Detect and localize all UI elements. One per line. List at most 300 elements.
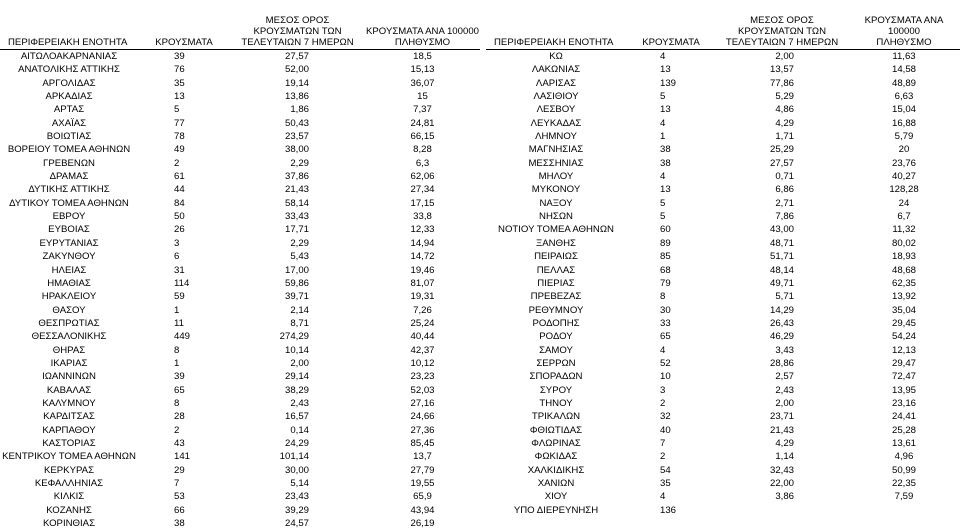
rate-per-100k-cell: 35,04 — [848, 304, 960, 317]
rate-per-100k-cell: 6,7 — [848, 210, 960, 223]
table-row — [0, 290, 480, 303]
table-row — [486, 130, 960, 143]
table-row — [486, 397, 960, 410]
table-row — [486, 197, 960, 210]
table-row — [0, 210, 480, 223]
region-name-cell: ΣΠΟΡΑΔΩΝ — [486, 370, 626, 383]
cases-cell: 76 — [138, 63, 230, 76]
rate-per-100k-cell: 14,72 — [365, 250, 480, 263]
table-row — [0, 63, 480, 76]
cases-cell: 43 — [138, 437, 230, 450]
avg-7day-cell: 2,57 — [716, 370, 848, 383]
avg-7day-cell: 58,14 — [230, 197, 365, 210]
rate-per-100k-cell: 48,68 — [848, 264, 960, 277]
cases-cell: 38 — [626, 157, 716, 170]
table-row — [486, 210, 960, 223]
rate-per-100k-cell: 27,34 — [365, 183, 480, 196]
table-row — [486, 143, 960, 156]
avg-7day-cell: 8,71 — [230, 317, 365, 330]
avg-7day-cell: 23,71 — [716, 410, 848, 423]
rate-per-100k-cell: 11,63 — [848, 50, 960, 64]
rate-per-100k-cell: 7,37 — [365, 103, 480, 116]
table-row — [486, 223, 960, 236]
region-name-cell: ΚΙΛΚΙΣ — [0, 490, 138, 503]
table-row — [486, 250, 960, 263]
header-cases-per-100k — [365, 0, 480, 50]
region-name-cell: ΔΥΤΙΚΗΣ ΑΤΤΙΚΗΣ — [0, 183, 138, 196]
table-row — [0, 370, 480, 383]
region-name-cell: ΖΑΚΥΝΘΟΥ — [0, 250, 138, 263]
rate-per-100k-cell: 19,31 — [365, 290, 480, 303]
rate-per-100k-cell: 12,33 — [365, 223, 480, 236]
avg-7day-cell: 22,00 — [716, 477, 848, 490]
cases-cell: 60 — [626, 223, 716, 236]
avg-7day-cell: 10,14 — [230, 344, 365, 357]
region-name-cell: ΙΚΑΡΙΑΣ — [0, 357, 138, 370]
region-name-cell: ΦΘΙΩΤΙΔΑΣ — [486, 424, 626, 437]
table-row — [0, 304, 480, 317]
cases-cell: 44 — [138, 183, 230, 196]
table-row — [486, 77, 960, 90]
avg-7day-cell: 7,86 — [716, 210, 848, 223]
avg-7day-cell: 2,29 — [230, 157, 365, 170]
cases-cell: 61 — [138, 170, 230, 183]
avg-7day-cell: 23,43 — [230, 490, 365, 503]
table-row — [0, 157, 480, 170]
cases-cell: 449 — [138, 330, 230, 343]
region-name-cell: ΚΑΣΤΟΡΙΑΣ — [0, 437, 138, 450]
table-header-row — [0, 0, 480, 50]
avg-7day-cell: 3,86 — [716, 490, 848, 503]
table-row — [0, 250, 480, 263]
table-row — [0, 317, 480, 330]
rate-per-100k-cell: 72,47 — [848, 370, 960, 383]
table-row — [0, 437, 480, 450]
cases-cell: 31 — [138, 264, 230, 277]
table-row — [0, 77, 480, 90]
table-row — [486, 370, 960, 383]
rate-per-100k-cell: 62,35 — [848, 277, 960, 290]
region-name-cell: ΛΑΡΙΣΑΣ — [486, 77, 626, 90]
table-row — [486, 237, 960, 250]
region-name-cell: ΑΝΑΤΟΛΙΚΗΣ ΑΤΤΙΚΗΣ — [0, 63, 138, 76]
cases-cell: 141 — [138, 450, 230, 463]
rate-per-100k-cell: 52,03 — [365, 384, 480, 397]
avg-7day-cell: 2,14 — [230, 304, 365, 317]
rate-per-100k-cell: 29,45 — [848, 317, 960, 330]
avg-7day-cell: 17,00 — [230, 264, 365, 277]
rate-per-100k-cell: 23,16 — [848, 397, 960, 410]
rate-per-100k-cell: 23,23 — [365, 370, 480, 383]
table-body-right — [486, 50, 960, 518]
cases-cell: 2 — [626, 397, 716, 410]
header-rate-line-2: ΠΛΗΘΥΣΜΟ — [848, 37, 960, 48]
rate-per-100k-cell: 11,32 — [848, 223, 960, 236]
avg-7day-cell: 24,57 — [230, 517, 365, 530]
cases-cell: 13 — [138, 90, 230, 103]
cases-cell: 4 — [626, 344, 716, 357]
table-row — [0, 277, 480, 290]
region-name-cell: ΚΑΡΠΑΘΟΥ — [0, 424, 138, 437]
avg-7day-cell: 39,71 — [230, 290, 365, 303]
avg-7day-cell: 48,14 — [716, 264, 848, 277]
rate-per-100k-cell: 6,3 — [365, 157, 480, 170]
avg-7day-cell: 25,29 — [716, 143, 848, 156]
region-name-cell: ΝΑΞΟΥ — [486, 197, 626, 210]
table-row — [486, 103, 960, 116]
table-row — [0, 477, 480, 490]
rate-per-100k-cell: 10,12 — [365, 357, 480, 370]
cases-cell: 139 — [626, 77, 716, 90]
rate-per-100k-cell: 13,92 — [848, 290, 960, 303]
avg-7day-cell: 5,71 — [716, 290, 848, 303]
table-row — [486, 410, 960, 423]
rate-per-100k-cell: 18,93 — [848, 250, 960, 263]
rate-per-100k-cell: 18,5 — [365, 50, 480, 64]
region-name-cell: ΓΡΕΒΕΝΩΝ — [0, 157, 138, 170]
region-name-cell: ΚΟΡΙΝΘΙΑΣ — [0, 517, 138, 530]
rate-per-100k-cell: 27,16 — [365, 397, 480, 410]
avg-7day-cell: 24,29 — [230, 437, 365, 450]
region-name-cell: ΕΒΡΟΥ — [0, 210, 138, 223]
cases-cell: 2 — [138, 157, 230, 170]
header-cases-per-100k — [848, 0, 960, 50]
region-name-cell: ΚΑΡΔΙΤΣΑΣ — [0, 410, 138, 423]
region-name-cell: ΘΕΣΣΑΛΟΝΙΚΗΣ — [0, 330, 138, 343]
region-name-cell: ΑΧΑΪΑΣ — [0, 117, 138, 130]
region-name-cell: ΜΑΓΝΗΣΙΑΣ — [486, 143, 626, 156]
region-name-cell: ΡΟΔΟΥ — [486, 330, 626, 343]
rate-per-100k-cell: 7,26 — [365, 304, 480, 317]
header-avg-line-2: ΚΡΟΥΣΜΑΤΩΝ ΤΩΝ — [716, 26, 848, 37]
region-name-cell: ΛΑΚΩΝΙΑΣ — [486, 63, 626, 76]
cases-cell: 59 — [138, 290, 230, 303]
cases-cell: 33 — [626, 317, 716, 330]
avg-7day-cell: 1,14 — [716, 450, 848, 463]
table-row — [0, 117, 480, 130]
avg-7day-cell: 0,71 — [716, 170, 848, 183]
rate-per-100k-cell: 4,96 — [848, 450, 960, 463]
rate-per-100k-cell: 42,37 — [365, 344, 480, 357]
rate-per-100k-cell: 13,95 — [848, 384, 960, 397]
cases-table-right — [486, 0, 960, 517]
avg-7day-cell: 5,43 — [230, 250, 365, 263]
region-name-cell: ΔΥΤΙΚΟΥ ΤΟΜΕΑ ΑΘΗΝΩΝ — [0, 197, 138, 210]
rate-per-100k-cell: 14,94 — [365, 237, 480, 250]
cases-cell: 13 — [626, 103, 716, 116]
cases-cell: 32 — [626, 410, 716, 423]
rate-per-100k-cell: 14,58 — [848, 63, 960, 76]
cases-cell: 85 — [626, 250, 716, 263]
rate-per-100k-cell: 24,66 — [365, 410, 480, 423]
cases-cell: 5 — [626, 90, 716, 103]
cases-cell: 1 — [138, 357, 230, 370]
header-avg-line-2: ΚΡΟΥΣΜΑΤΩΝ ΤΩΝ — [230, 26, 365, 37]
cases-cell: 13 — [626, 183, 716, 196]
rate-per-100k-cell: 24 — [848, 197, 960, 210]
cases-cell: 68 — [626, 264, 716, 277]
avg-7day-cell: 2,00 — [230, 357, 365, 370]
cases-cell: 53 — [138, 490, 230, 503]
cases-cell: 40 — [626, 424, 716, 437]
region-name-cell: ΘΑΣΟΥ — [0, 304, 138, 317]
table-row — [486, 90, 960, 103]
region-name-cell: ΧΙΟΥ — [486, 490, 626, 503]
rate-per-100k-cell: 40,44 — [365, 330, 480, 343]
region-name-cell: ΛΑΣΙΘΙΟΥ — [486, 90, 626, 103]
region-name-cell: ΛΗΜΝΟΥ — [486, 130, 626, 143]
region-name-cell: ΜΕΣΣΗΝΙΑΣ — [486, 157, 626, 170]
avg-7day-cell: 2,43 — [230, 397, 365, 410]
header-rate-line-2: ΠΛΗΘΥΣΜΟ — [365, 37, 480, 48]
cases-cell: 84 — [138, 197, 230, 210]
table-row — [0, 330, 480, 343]
avg-7day-cell: 1,71 — [716, 130, 848, 143]
region-name-cell: ΣΑΜΟΥ — [486, 344, 626, 357]
rate-per-100k-cell: 85,45 — [365, 437, 480, 450]
cases-cell: 136 — [626, 504, 716, 517]
cases-cell: 28 — [138, 410, 230, 423]
table-row — [0, 170, 480, 183]
rate-per-100k-cell: 80,02 — [848, 237, 960, 250]
rate-per-100k-cell: 6,63 — [848, 90, 960, 103]
rate-per-100k-cell — [848, 504, 960, 517]
region-name-cell: ΛΕΣΒΟΥ — [486, 103, 626, 116]
region-name-cell: ΠΕΛΛΑΣ — [486, 264, 626, 277]
rate-per-100k-cell: 43,94 — [365, 504, 480, 517]
region-name-cell: ΚΑΒΑΛΑΣ — [0, 384, 138, 397]
avg-7day-cell: 19,14 — [230, 77, 365, 90]
cases-cell: 5 — [626, 210, 716, 223]
rate-per-100k-cell: 33,8 — [365, 210, 480, 223]
table-row — [0, 410, 480, 423]
avg-7day-cell: 13,57 — [716, 63, 848, 76]
rate-per-100k-cell: 13,61 — [848, 437, 960, 450]
rate-per-100k-cell: 12,13 — [848, 344, 960, 357]
table-row — [0, 197, 480, 210]
region-name-cell: ΠΡΕΒΕΖΑΣ — [486, 290, 626, 303]
table-row — [486, 290, 960, 303]
cases-cell: 2 — [138, 424, 230, 437]
region-name-cell: ΣΕΡΡΩΝ — [486, 357, 626, 370]
region-name-cell: ΗΜΑΘΙΑΣ — [0, 277, 138, 290]
cases-cell: 6 — [138, 250, 230, 263]
table-row — [486, 183, 960, 196]
table-row — [486, 490, 960, 503]
cases-cell: 7 — [626, 437, 716, 450]
region-name-cell: ΚΕΦΑΛΛΗΝΙΑΣ — [0, 477, 138, 490]
rate-per-100k-cell: 25,24 — [365, 317, 480, 330]
header-avg-line-1: ΜΕΣΟΣ ΟΡΟΣ — [230, 15, 365, 26]
header-avg-line-3: ΤΕΛΕΥΤΑΙΩΝ 7 ΗΜΕΡΩΝ — [230, 37, 365, 48]
cases-cell: 4 — [626, 50, 716, 64]
region-name-cell: ΒΟΙΩΤΙΑΣ — [0, 130, 138, 143]
avg-7day-cell: 51,71 — [716, 250, 848, 263]
avg-7day-cell: 21,43 — [716, 424, 848, 437]
rate-per-100k-cell: 27,36 — [365, 424, 480, 437]
region-name-cell: ΙΩΑΝΝΙΝΩΝ — [0, 370, 138, 383]
avg-7day-cell: 23,57 — [230, 130, 365, 143]
cases-cell: 5 — [626, 197, 716, 210]
avg-7day-cell: 5,14 — [230, 477, 365, 490]
rate-per-100k-cell: 15,04 — [848, 103, 960, 116]
avg-7day-cell: 4,29 — [716, 117, 848, 130]
avg-7day-cell: 26,43 — [716, 317, 848, 330]
cases-cell: 114 — [138, 277, 230, 290]
cases-cell: 8 — [138, 344, 230, 357]
region-name-cell: ΜΥΚΟΝΟΥ — [486, 183, 626, 196]
cases-cell: 1 — [138, 304, 230, 317]
cases-cell: 78 — [138, 130, 230, 143]
avg-7day-cell: 17,71 — [230, 223, 365, 236]
table-row — [0, 397, 480, 410]
table-row — [0, 143, 480, 156]
header-rate-line-1: ΚΡΟΥΣΜΑΤΑ ΑΝΑ 100000 — [848, 15, 960, 37]
cases-cell: 35 — [626, 477, 716, 490]
cases-cell: 4 — [626, 117, 716, 130]
region-name-cell: ΚΩ — [486, 50, 626, 64]
rate-per-100k-cell: 48,89 — [848, 77, 960, 90]
rate-per-100k-cell: 23,76 — [848, 157, 960, 170]
cases-cell: 39 — [138, 50, 230, 64]
cases-cell: 54 — [626, 464, 716, 477]
avg-7day-cell: 274,29 — [230, 330, 365, 343]
region-name-cell: ΕΥΡΥΤΑΝΙΑΣ — [0, 237, 138, 250]
cases-cell: 3 — [138, 237, 230, 250]
rate-per-100k-cell: 24,81 — [365, 117, 480, 130]
table-row — [486, 277, 960, 290]
cases-cell: 5 — [138, 103, 230, 116]
region-name-cell: ΦΛΩΡΙΝΑΣ — [486, 437, 626, 450]
table-row — [486, 264, 960, 277]
rate-per-100k-cell: 62,06 — [365, 170, 480, 183]
cases-cell: 8 — [626, 290, 716, 303]
region-name-cell: ΜΗΛΟΥ — [486, 170, 626, 183]
table-row — [0, 90, 480, 103]
table-row — [486, 317, 960, 330]
header-cases: ΚΡΟΥΣΜΑΤΑ — [626, 0, 716, 50]
table-row — [0, 424, 480, 437]
header-7day-average — [230, 0, 365, 50]
cases-cell: 13 — [626, 63, 716, 76]
table-row — [486, 330, 960, 343]
region-name-cell: ΚΟΖΑΝΗΣ — [0, 504, 138, 517]
cases-cell: 4 — [626, 170, 716, 183]
region-name-cell: ΠΕΙΡΑΙΩΣ — [486, 250, 626, 263]
rate-per-100k-cell: 26,19 — [365, 517, 480, 530]
rate-per-100k-cell: 7,59 — [848, 490, 960, 503]
region-name-cell: ΘΕΣΠΡΩΤΙΑΣ — [0, 317, 138, 330]
avg-7day-cell: 52,00 — [230, 63, 365, 76]
cases-cell: 66 — [138, 504, 230, 517]
avg-7day-cell: 30,00 — [230, 464, 365, 477]
table-row — [486, 344, 960, 357]
rate-per-100k-cell: 19,55 — [365, 477, 480, 490]
table-row — [486, 357, 960, 370]
rate-per-100k-cell: 5,79 — [848, 130, 960, 143]
table-row — [486, 504, 960, 517]
avg-7day-cell: 2,29 — [230, 237, 365, 250]
region-name-cell: ΥΠΟ ΔΙΕΡΕΥΝΗΣΗ — [486, 504, 626, 517]
avg-7day-cell: 21,43 — [230, 183, 365, 196]
table-row — [0, 490, 480, 503]
table-row — [0, 183, 480, 196]
cases-cell: 35 — [138, 77, 230, 90]
table-body-left — [0, 50, 480, 530]
rate-per-100k-cell: 65,9 — [365, 490, 480, 503]
table-row — [0, 464, 480, 477]
cases-cell: 11 — [138, 317, 230, 330]
rate-per-100k-cell: 19,46 — [365, 264, 480, 277]
table-row — [0, 103, 480, 116]
table-row — [486, 157, 960, 170]
cases-cell: 52 — [626, 357, 716, 370]
rate-per-100k-cell: 81,07 — [365, 277, 480, 290]
cases-cell: 7 — [138, 477, 230, 490]
region-name-cell: ΑΡΤΑΣ — [0, 103, 138, 116]
avg-7day-cell: 43,00 — [716, 223, 848, 236]
rate-per-100k-cell: 20 — [848, 143, 960, 156]
avg-7day-cell: 38,00 — [230, 143, 365, 156]
table-row — [486, 477, 960, 490]
rate-per-100k-cell: 24,41 — [848, 410, 960, 423]
header-rate-line-1: ΚΡΟΥΣΜΑΤΑ ΑΝΑ 100000 — [365, 26, 480, 37]
avg-7day-cell: 27,57 — [230, 50, 365, 64]
avg-7day-cell: 14,29 — [716, 304, 848, 317]
avg-7day-cell: 28,86 — [716, 357, 848, 370]
avg-7day-cell: 2,00 — [716, 50, 848, 64]
region-name-cell: ΡΕΘΥΜΝΟΥ — [486, 304, 626, 317]
rate-per-100k-cell: 13,7 — [365, 450, 480, 463]
table-row — [0, 344, 480, 357]
avg-7day-cell: 2,71 — [716, 197, 848, 210]
avg-7day-cell: 32,43 — [716, 464, 848, 477]
table-row — [486, 63, 960, 76]
region-name-cell: ΧΑΝΙΩΝ — [486, 477, 626, 490]
region-name-cell: ΑΙΤΩΛΟΑΚΑΡΝΑΝΙΑΣ — [0, 50, 138, 64]
rate-per-100k-cell: 27,79 — [365, 464, 480, 477]
rate-per-100k-cell: 8,28 — [365, 143, 480, 156]
rate-per-100k-cell: 25,28 — [848, 424, 960, 437]
cases-cell: 65 — [138, 384, 230, 397]
table-row — [486, 424, 960, 437]
rate-per-100k-cell: 66,15 — [365, 130, 480, 143]
avg-7day-cell: 59,86 — [230, 277, 365, 290]
avg-7day-cell: 4,29 — [716, 437, 848, 450]
region-name-cell: ΡΟΔΟΠΗΣ — [486, 317, 626, 330]
table-row — [0, 50, 480, 64]
avg-7day-cell: 13,86 — [230, 90, 365, 103]
cases-cell: 10 — [626, 370, 716, 383]
header-avg-line-3: ΤΕΛΕΥΤΑΙΩΝ 7 ΗΜΕΡΩΝ — [716, 37, 848, 48]
avg-7day-cell: 39,29 — [230, 504, 365, 517]
rate-per-100k-cell: 128,28 — [848, 183, 960, 196]
rate-per-100k-cell: 17,15 — [365, 197, 480, 210]
region-name-cell: ΘΗΡΑΣ — [0, 344, 138, 357]
cases-cell: 79 — [626, 277, 716, 290]
avg-7day-cell: 6,86 — [716, 183, 848, 196]
avg-7day-cell: 29,14 — [230, 370, 365, 383]
avg-7day-cell: 38,29 — [230, 384, 365, 397]
cases-cell: 29 — [138, 464, 230, 477]
avg-7day-cell: 48,71 — [716, 237, 848, 250]
table-row — [486, 384, 960, 397]
header-avg-line-1: ΜΕΣΟΣ ΟΡΟΣ — [716, 15, 848, 26]
region-name-cell: ΔΡΑΜΑΣ — [0, 170, 138, 183]
region-name-cell: ΒΟΡΕΙΟΥ ΤΟΜΕΑ ΑΘΗΝΩΝ — [0, 143, 138, 156]
rate-per-100k-cell: 15,13 — [365, 63, 480, 76]
avg-7day-cell: 77,86 — [716, 77, 848, 90]
